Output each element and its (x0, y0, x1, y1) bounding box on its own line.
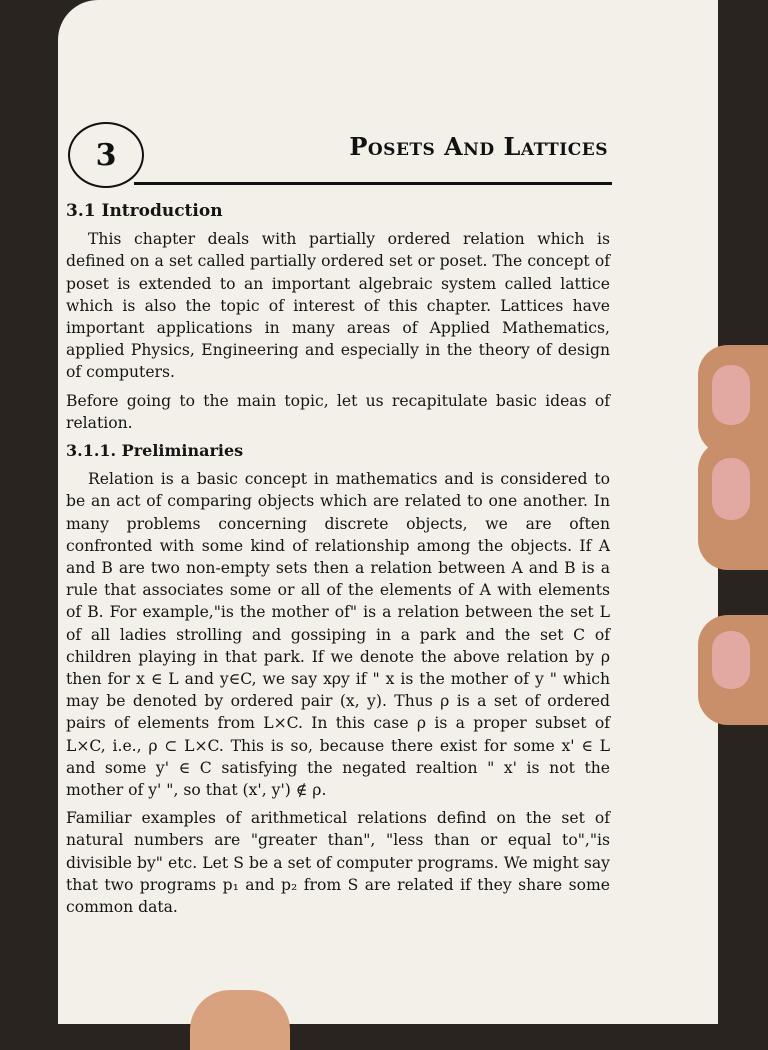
intro-paragraph-1: This chapter deals with partially ordered relation which is defined on a set called partially ordered set or poset. The concept of poset is extended to an important algebraic system called lattice which is also the topic of interest of this chapter. Lattices have important applications in many areas of Applied Mathematics, applied Physics, Engineering and especially in the theory of design of computers. (66, 230, 610, 382)
intro-paragraph-2: Before going to the main topic, let us recapitulate basic ideas of relation. (66, 391, 610, 432)
chapter-title: Posets And Lattices (349, 132, 608, 161)
section-heading: 3.1 Introduction (66, 201, 223, 221)
preliminaries-paragraph-2: Familiar examples of arithmetical relations defind on the set of natural numbers are "greater than", "less than or equal to","is divisible by" etc. Let S be a set of computer programs. We might say that two programs p₁ and p₂ from S are related if they share some common data. (66, 809, 610, 917)
chapter-header (60, 118, 612, 188)
header-rule (134, 182, 612, 185)
finger (698, 440, 768, 570)
fingernail (712, 365, 750, 425)
fingernail (712, 458, 750, 520)
page-content (66, 200, 610, 924)
preliminaries-paragraph-1: Relation is a basic concept in mathematics and is considered to be an act of comparing objects which are related to one another. In many problems concerning discrete objects, we are often confronted with some kind of relationship among the objects. If A and B are two non-empty sets then a relation between A and B is a rule that associates some or all of the elements of A with elements of B. For example,"is the mother of" is a relation between the set L of all ladies strolling and gossiping in a park and the set C of children playing in that park. If we denote the above relation by ρ then for x ∈ L and y∈C, we say xρy if " x is the mother of y " which may be denoted by ordered pair (x, y). Thus ρ is a set of ordered pairs of elements from L×C. In this case ρ is a proper subset of L×C, i.e., ρ ⊂ L×C. This is so, because there exist for some x' ∈ L and some y' ∈ C satisfying the negated realtion " x' is not the mother of y' ", so that (x', y') ∉ ρ. (66, 470, 610, 800)
chapter-number: 3 (68, 122, 144, 188)
finger (698, 615, 768, 725)
fingernail (712, 631, 750, 689)
thumb (190, 990, 290, 1050)
subsection-heading: 3.1.1. Preliminaries (66, 441, 244, 461)
finger (698, 345, 768, 455)
